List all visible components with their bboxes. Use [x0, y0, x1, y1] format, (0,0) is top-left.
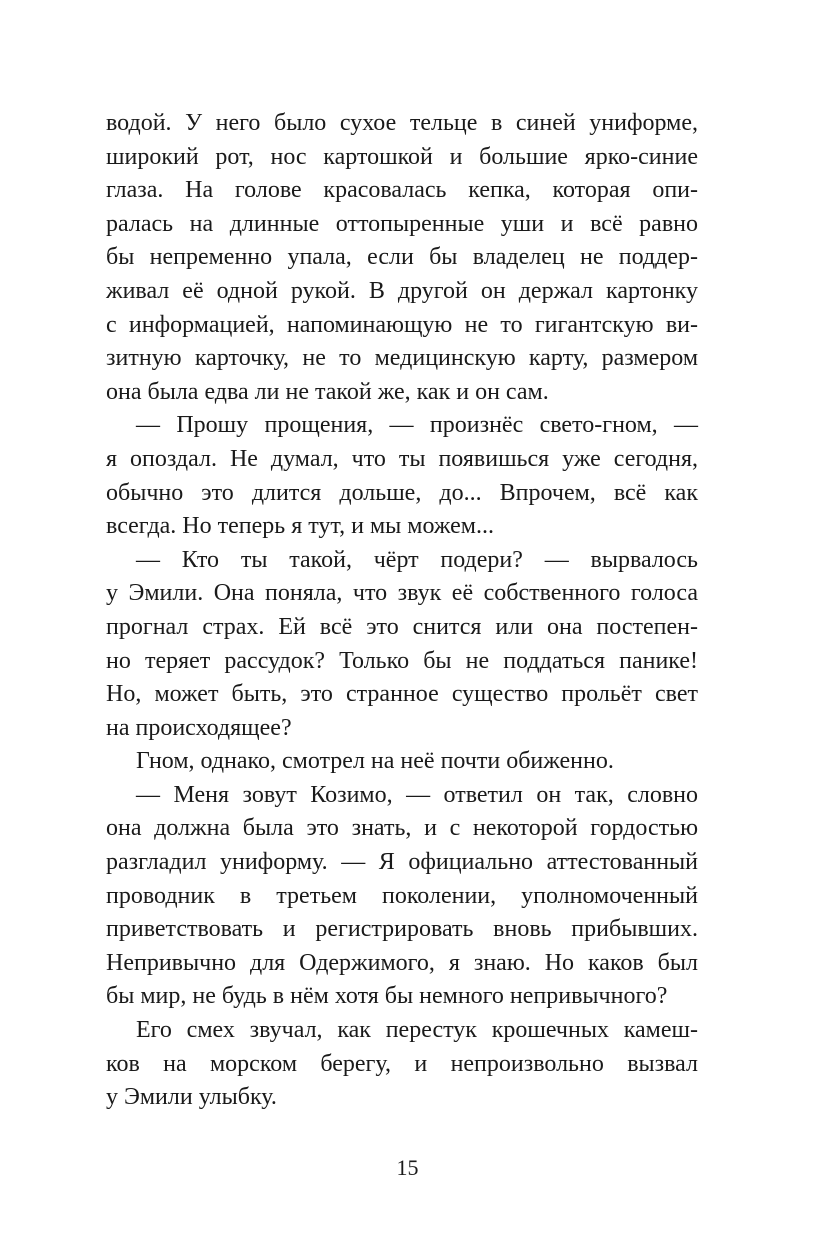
- text-line: Непривычно для Одержимого, я знаю. Но каков был: [106, 949, 698, 976]
- paragraph: [106, 544, 698, 746]
- text-line: Гном, однако, смотрел на неё почти обиженно.: [136, 748, 614, 775]
- paragraph: [106, 107, 698, 409]
- text-line: — Прошу прощения, — произнёс свето-гном, —: [136, 412, 698, 439]
- text-line: — Кто ты такой, чёрт подери? — вырвалось: [136, 546, 698, 573]
- text-line: она должна была это знать, и с некоторой гордостью: [106, 815, 698, 842]
- text-line: разгладил униформу. — Я официально аттестованный: [106, 849, 698, 876]
- text-line: обычно это длится дольше, до... Впрочем, всё как: [106, 479, 698, 506]
- text-line: всегда. Но теперь я тут, и мы можем...: [106, 513, 494, 540]
- text-line: приветствовать и регистрировать вновь прибывших.: [106, 916, 698, 943]
- text-line: бы непременно упала, если бы владелец не поддер-: [106, 244, 698, 271]
- text-line: у Эмили улыбку.: [106, 1084, 277, 1111]
- text-line: Но, может быть, это странное существо прольёт свет: [106, 681, 698, 708]
- text-line: Его смех звучал, как перестук крошечных камеш-: [136, 1017, 698, 1044]
- page-number: 15: [396, 1155, 419, 1180]
- text-line: она была едва ли не такой же, как и он сам.: [106, 378, 549, 405]
- text-line: с информацией, напоминающую не то гигантскую ви-: [106, 311, 698, 338]
- text-line: — Меня зовут Козимо, — ответил он так, словно: [136, 781, 698, 808]
- text-line: ков на морском берегу, и непроизвольно вызвал: [106, 1050, 698, 1077]
- text-line: у Эмили. Она поняла, что звук её собственного голоса: [106, 580, 698, 607]
- text-line: водой. У него было сухое тельце в синей униформе,: [106, 110, 698, 136]
- text-line: на происходящее?: [106, 714, 292, 741]
- text-line: живал её одной рукой. В другой он держал картонку: [106, 277, 698, 304]
- text-line: ралась на длинные оттопыренные уши и всё равно: [106, 210, 698, 237]
- text-line: глаза. На голове красовалась кепка, которая опи-: [106, 177, 698, 204]
- paragraph: [106, 1014, 698, 1115]
- text-line: проводник в третьем поколении, уполномоченный: [106, 882, 698, 909]
- text-line: я опоздал. Не думал, что ты появишься уже сегодня,: [106, 445, 698, 472]
- page-body: [106, 107, 698, 1115]
- text-line: прогнал страх. Ей всё это снится или она постепен-: [106, 613, 698, 640]
- paragraph: [106, 745, 698, 779]
- text-line: бы мир, не будь в нём хотя бы немного непривычного?: [106, 983, 668, 1010]
- text-line: но теряет рассудок? Только бы не поддаться панике!: [106, 647, 698, 674]
- text-line: зитную карточку, не то медицинскую карту, размером: [106, 345, 698, 372]
- text-line: широкий рот, нос картошкой и большие ярко-синие: [106, 143, 698, 170]
- paragraph: [106, 409, 698, 543]
- paragraph: [106, 779, 698, 1014]
